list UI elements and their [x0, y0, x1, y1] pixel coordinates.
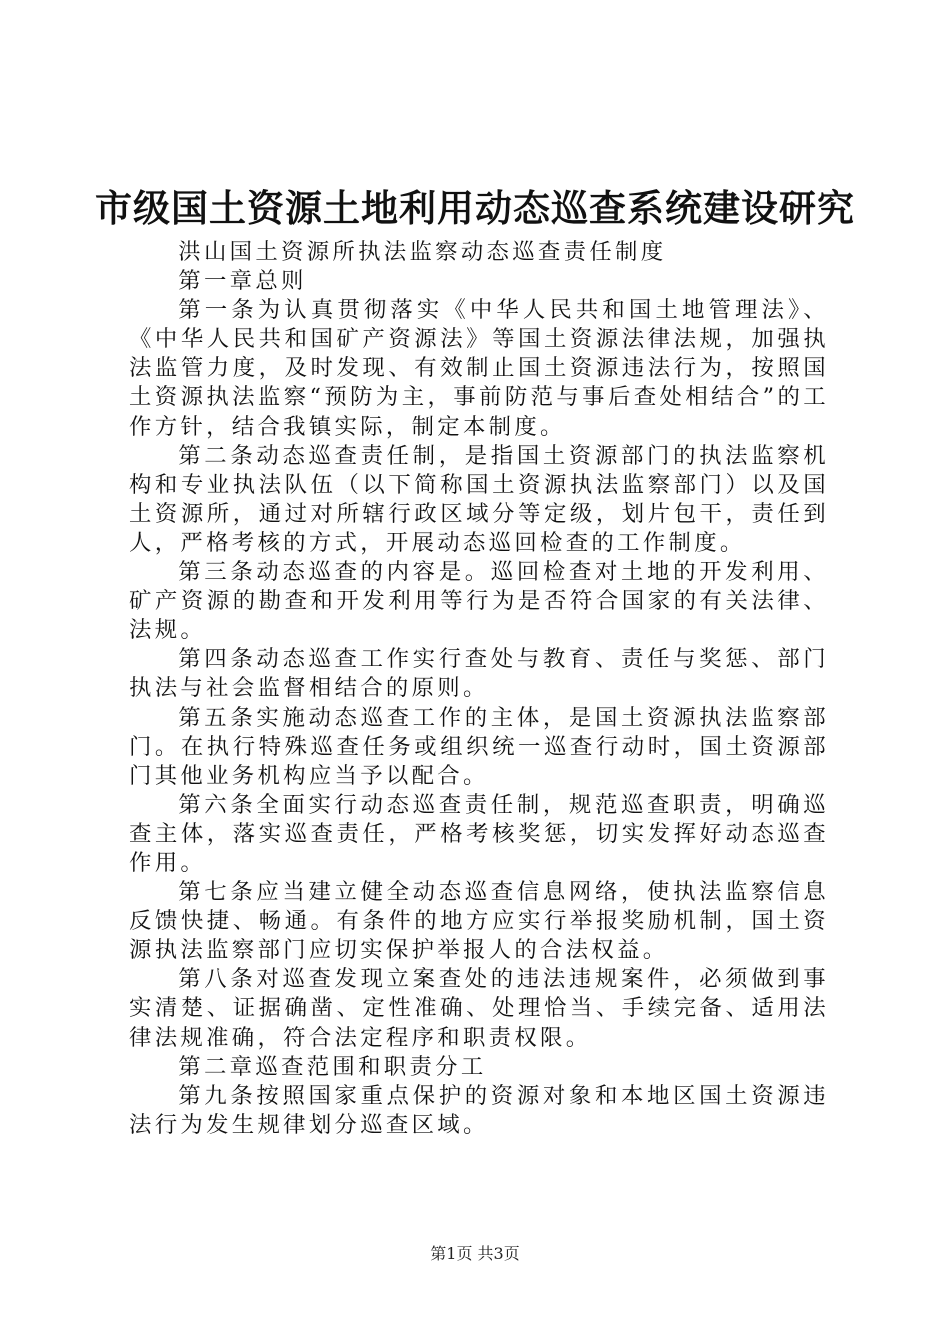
paragraph: 第七条应当建立健全动态巡查信息网络，使执法监察信息反馈快捷、畅通。有条件的地方应实行举报奖励机制，国土资源执法监察部门应切实保护举报人的合法权益。: [129, 879, 829, 964]
document-title: 市级国土资源土地利用动态巡查系统建设研究: [95, 187, 855, 230]
paragraph-subtitle: 洪山国土资源所执法监察动态巡查责任制度: [178, 239, 667, 265]
document-body: [129, 238, 829, 1140]
chapter-heading: 第一章总则: [178, 268, 307, 295]
page-footer: 第1页 共3页: [430, 1244, 520, 1263]
chapter-heading: 第二章巡查范围和职责分工: [178, 1053, 487, 1080]
paragraph: 第六条全面实行动态巡查责任制，规范巡查职责，明确巡查主体，落实巡查责任，严格考核奖惩，切实发挥好动态巡查作用。: [129, 791, 829, 876]
paragraph: 第八条对巡查发现立案查处的违法违规案件，必须做到事实清楚、证据确凿、定性准确、处理恰当、手续完备、适用法律法规准确，符合法定程序和职责权限。: [129, 966, 829, 1051]
paragraph: 第一条为认真贯彻落实《中华人民共和国土地管理法》、《中华人民共和国矿产资源法》等国土资源法律法规，加强执法监管力度，及时发现、有效制止国土资源违法行为，按照国土资源执法监察“预防为主，事前防范与事后查处相结合”的工作方针，结合我镇实际，制定本制度。: [129, 297, 829, 440]
paragraph: 第二条动态巡查责任制，是指国土资源部门的执法监察机构和专业执法队伍（以下简称国土资源执法监察部门）以及国土资源所，通过对所辖行政区域分等定级，划片包干，责任到人，严格考核的方式，开展动态巡回检查的工作制度。: [129, 442, 829, 556]
paragraph: 第五条实施动态巡查工作的主体，是国土资源执法监察部门。在执行特殊巡查任务或组织统一巡查行动时，国土资源部门其他业务机构应当予以配合。: [129, 704, 829, 789]
paragraph: 第三条动态巡查的内容是。巡回检查对土地的开发利用、矿产资源的勘查和开发利用等行为是否符合国家的有关法律、法规。: [129, 559, 829, 644]
paragraph: 第四条动态巡查工作实行查处与教育、责任与奖惩、部门执法与社会监督相结合的原则。: [129, 646, 829, 702]
paragraph: 第九条按照国家重点保护的资源对象和本地区国土资源违法行为发生规律划分巡查区域。: [129, 1082, 829, 1138]
